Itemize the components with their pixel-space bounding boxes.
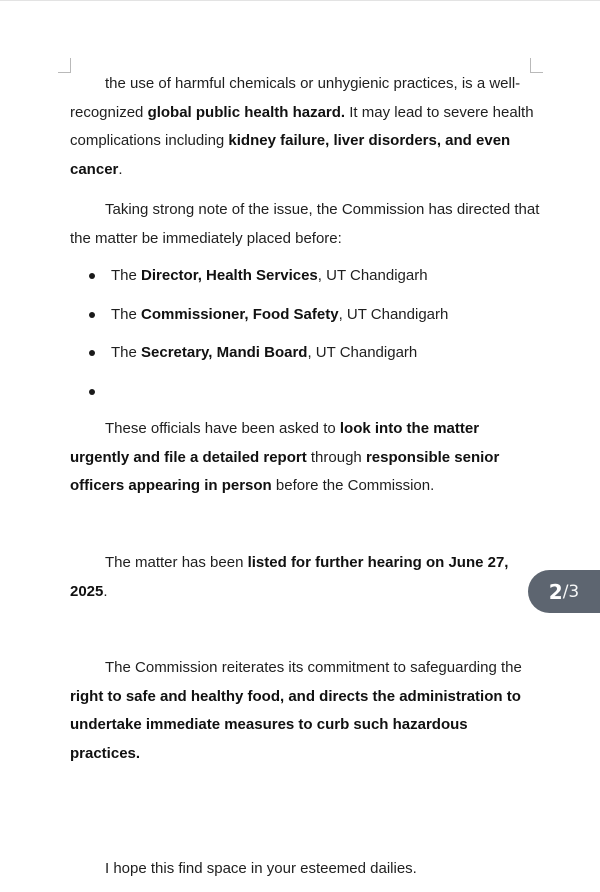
- para2-text: Taking strong note of the issue, the Commission has directed that the matter be immediately placed before:: [70, 201, 540, 247]
- list-item-prefix: The: [111, 344, 142, 361]
- list-item-prefix: The: [111, 305, 142, 323]
- para6-text: I hope this find space in your esteemed dailies.: [105, 860, 417, 877]
- para3-text-1: These officials have been asked to: [105, 420, 340, 437]
- paragraph-closing: [70, 855, 540, 884]
- list-item: [70, 266, 530, 305]
- list-item-suffix: , UT Chandigarh: [317, 267, 428, 284]
- para1-text-2: It may lead to severe health complications including: [70, 103, 534, 149]
- list-item-prefix: The: [111, 267, 142, 284]
- para4-text-2: .: [103, 582, 108, 600]
- para1-bold-2: kidney failure, liver disorders, and even cancer: [70, 132, 511, 178]
- bullet-icon: [89, 350, 95, 356]
- para3-bold-2: responsible senior officers appearing in person: [70, 448, 500, 494]
- para1-bold-1: global public health hazard.: [147, 103, 346, 121]
- list-item-suffix: , UT Chandigarh: [307, 344, 418, 361]
- paragraph-hearing-date: [70, 549, 540, 606]
- bullet-icon: [89, 273, 95, 279]
- bullet-icon: [89, 312, 95, 318]
- page-indicator-total: /3: [562, 581, 580, 602]
- list-item: [70, 343, 530, 382]
- para4-bold-1: listed for further hearing on June 27, 2025: [70, 554, 509, 600]
- para5-text-1: The Commission reiterates its commitment to safeguarding the: [105, 659, 522, 676]
- paragraph-health-hazard: [70, 70, 540, 184]
- list-item: [70, 305, 530, 344]
- para5-bold-1: right to safe and healthy food, and directs the administration to undertake immediate measures to curb such hazardous practices.: [70, 687, 521, 762]
- top-divider: [0, 0, 600, 1]
- officials-list: [70, 266, 530, 420]
- bullet-icon: [89, 389, 95, 395]
- para1-text-3: .: [118, 160, 123, 178]
- para4-text-1: The matter has been: [105, 554, 248, 571]
- page-indicator-current: 2: [548, 579, 563, 604]
- para3-text-2: through: [306, 448, 366, 466]
- list-item-suffix: , UT Chandigarh: [338, 305, 449, 323]
- list-item-bold: Secretary, Mandi Board: [141, 344, 308, 361]
- para3-text-3: before the Commission.: [271, 477, 435, 494]
- page-indicator-badge[interactable]: [528, 570, 600, 613]
- paragraph-officials-asked: [70, 415, 540, 501]
- para1-text-1: the use of harmful chemicals or unhygienic practices, is a well-recognized: [70, 75, 521, 121]
- list-item-bold: Director, Health Services: [141, 267, 318, 284]
- paragraph-commitment: [70, 654, 540, 768]
- paragraph-commission-directive: [70, 196, 540, 253]
- list-item-bold: Commissioner, Food Safety: [141, 305, 339, 323]
- para3-bold-1: look into the matter urgently and file a detailed report: [70, 420, 480, 466]
